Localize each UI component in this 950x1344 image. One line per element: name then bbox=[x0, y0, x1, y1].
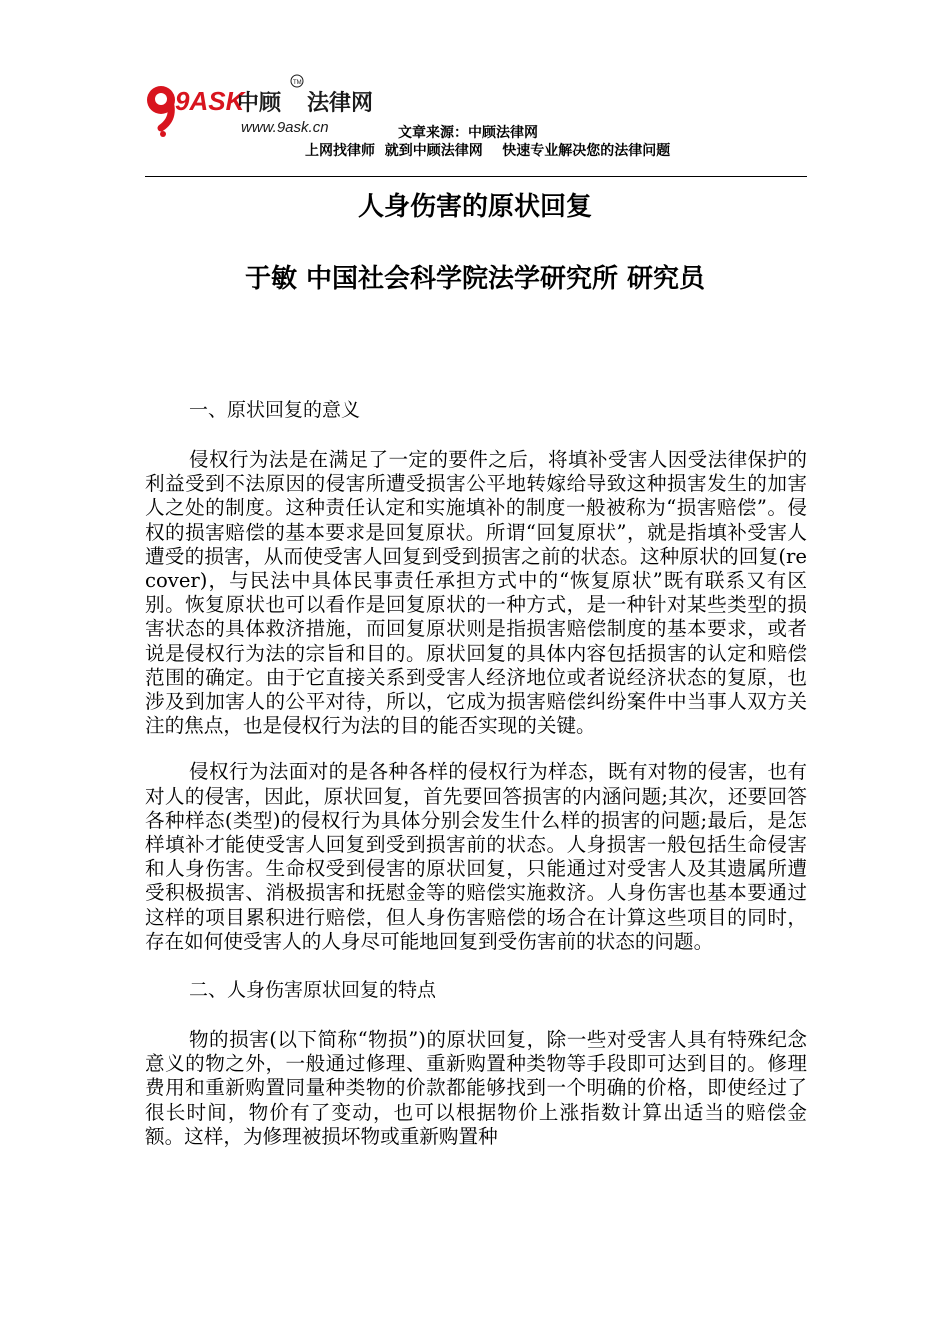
logo-site-text: 法律网 bbox=[307, 91, 374, 116]
trademark-icon: TM bbox=[293, 80, 302, 86]
paragraph: 侵权行为法是在满足了一定的要件之后，将填补受害人因受法律保护的利益受到不法原因的侵害所遭受损害公平地转嫁给导致这种损害发生的加害人之处的制度。这种责任认定和实施填补的制度一般被称为“损害赔偿”。侵权的损害赔偿的基本要求是回复原状。所谓“回复原状”，就是指填补受害人遭受的损害，从而使受害人回复到受到损害之前的状态。这种原状的回复(recover)，与民法中具体民事责任承担方式中的“恢复原状”既有联系又有区别。恢复原状也可以看作是回复原状的一种方式，是一种针对某些类型的损害状态的具体救济措施，而回复原状则是指损害赔偿制度的基本要求，或者说是侵权行为法的宗旨和目的。原状回复的具体内容包括损害的认定和赔偿范围的确定。由于它直接关系到受害人经济地位或者说经济状态的复原，也涉及到加害人的公平对待，所以，它成为损害赔偿纠纷案件中当事人双方关注的焦点，也是侵权行为法的目的能否实现的关键。 bbox=[145, 448, 807, 738]
article-title: 人身伤害的原状回复 bbox=[357, 192, 592, 222]
paragraph: 物的损害(以下简称“物损”)的原状回复，除一些对受害人具有特殊纪念意义的物之外，一般通过修理、重新购置种类物等手段即可达到目的。修理费用和重新购置同量种类物的价款都能够找到一个明确的价格，即使经过了很长时间，物价有了变动，也可以根据物价上涨指数计算出适当的赔偿金额。这样，为修理被损坏物或重新购置种 bbox=[145, 1028, 807, 1148]
article-author: 于敏 中国社会科学院法学研究所 研究员 bbox=[244, 264, 706, 294]
logo-url-text: www.9ask.cn bbox=[241, 119, 329, 136]
logo-brand-text: 9ASK bbox=[175, 86, 245, 116]
section-heading: 二、人身伤害原状回复的特点 bbox=[189, 979, 437, 1002]
logo-cn-text: 中顾 bbox=[237, 91, 282, 116]
site-tagline: 上网找律师 就到中顾法律网 快速专业解决您的法律问题 bbox=[305, 143, 671, 159]
site-logo[interactable] bbox=[145, 72, 395, 138]
section-heading: 一、原状回复的意义 bbox=[189, 399, 361, 421]
paragraph: 侵权行为法面对的是各种各样的侵权行为样态，既有对物的侵害，也有对人的侵害，因此，原状回复，首先要回答损害的内涵问题;其次，还要回答各种样态(类型)的侵权行为具体分别会发生什么样的损害的问题;最后，是怎样填补才能使受害人回复到受到损害前的状态。人身损害一般包括生命侵害和人身伤害。生命权受到侵害的原状回复，只能通过对受害人及其遗属所遭受积极损害、消极损害和抚慰金等的赔偿实施救济。人身伤害也基本要通过这样的项目累积进行赔偿，但人身伤害赔偿的场合在计算这些项目的同时，存在如何使受害人的人身尽可能地回复到受伤害前的状态的问题。 bbox=[145, 760, 807, 953]
article-source: 文章来源：中顾法律网 bbox=[398, 125, 538, 141]
header-divider bbox=[145, 176, 807, 177]
article-body bbox=[145, 396, 807, 1171]
